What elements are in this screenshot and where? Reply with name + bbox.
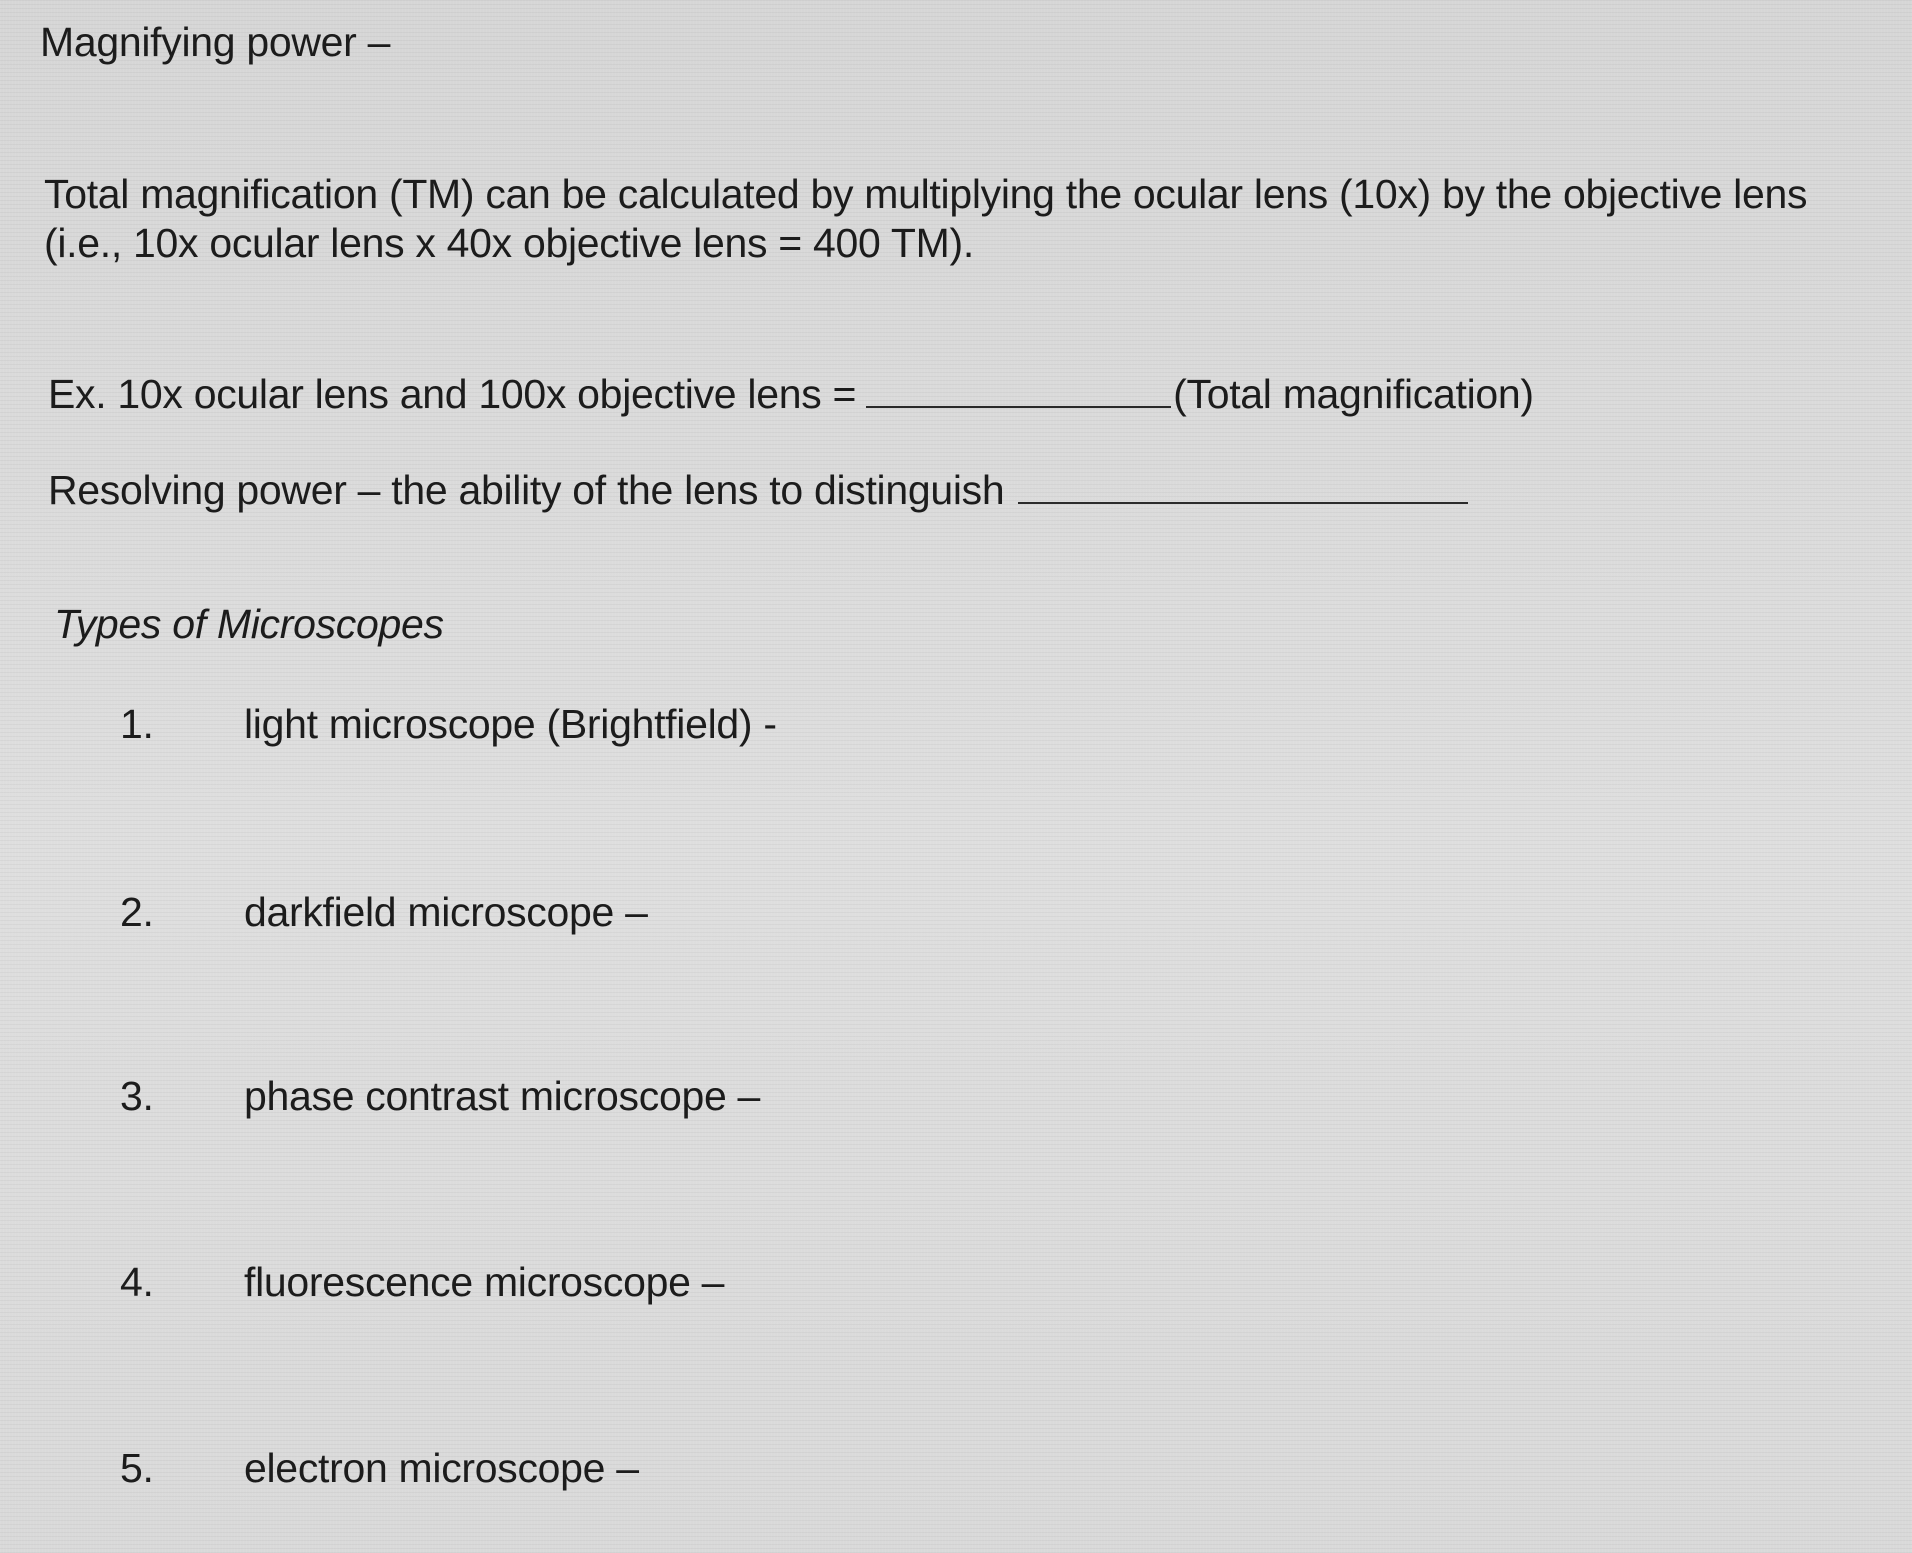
- types-of-microscopes-heading: Types of Microscopes: [54, 601, 444, 647]
- magnifying-power-heading: Magnifying power –: [40, 19, 391, 65]
- resolving-power-text: Resolving power – the ability of the lens to distinguish: [48, 467, 1005, 513]
- example-suffix: (Total magnification): [1173, 371, 1534, 417]
- list-item-label: phase contrast microscope –: [244, 1073, 761, 1119]
- list-item-label: darkfield microscope –: [244, 889, 648, 935]
- total-magnification-text-line2: (i.e., 10x ocular lens x 40x objective lens = 400 TM).: [44, 220, 974, 266]
- total-magnification-blank: [866, 370, 1171, 408]
- total-magnification-text-line1: Total magnification (TM) can be calculated by multiplying the ocular lens (10x) by the objective lens: [44, 171, 1808, 217]
- resolving-power-blank: [1018, 466, 1468, 504]
- list-item-label: light microscope (Brightfield) -: [244, 701, 777, 747]
- list-item-label: electron microscope –: [244, 1445, 639, 1491]
- list-item-number: 3.: [120, 1073, 154, 1119]
- example-prefix: Ex. 10x ocular lens and 100x objective lens =: [48, 371, 857, 417]
- list-item-number: 5.: [120, 1445, 154, 1491]
- list-item-label: fluorescence microscope –: [244, 1259, 725, 1305]
- list-item-number: 1.: [120, 701, 154, 747]
- example-line: [48, 370, 1534, 418]
- list-item-number: 2.: [120, 889, 154, 935]
- resolving-power-line: [48, 466, 1468, 514]
- list-item-number: 4.: [120, 1259, 154, 1305]
